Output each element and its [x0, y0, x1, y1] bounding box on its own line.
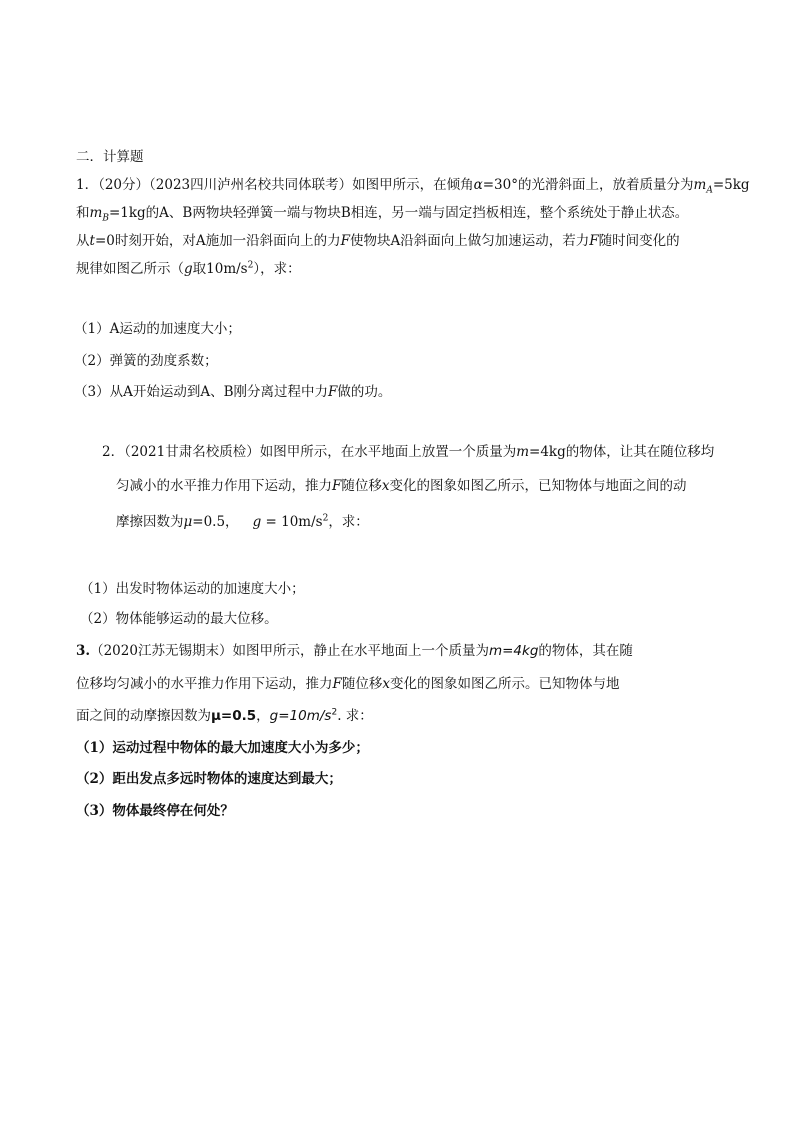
q3-line-3: 面之间的动摩擦因数为μ=0.5，$g=10m/s^2$. 求：	[76, 707, 373, 724]
q1-part-3: （3）从A开始运动到A、B刚分离过程中力F做的功。	[74, 384, 392, 400]
section-title: 二．计算题	[76, 149, 144, 165]
q2-line-3: 摩擦因数为μ=0.5， $g = 10m/s^2$，求：	[116, 513, 369, 530]
q3-part-3: （3）物体最终停在何处？	[76, 803, 234, 819]
q1-part-2: （2）弹簧的劲度系数；	[74, 353, 218, 369]
q2-line-1: 2．（2021甘肃名校质检）如图甲所示，在水平地面上放置一个质量为m=4kg的物体，让其在随位移均	[102, 444, 715, 460]
q1-line-1: 1．（20分）（2023四川泸州名校共同体联考）如图甲所示，在倾角α=30°的光滑斜面上，放着质量分为$m_A=5kg$	[76, 177, 750, 196]
q1-line-2: 和$m_B=1kg$的A、B两物块轻弹簧一端与物块B相连，另一端与固定挡板相连，整个系统处于静止状态。	[76, 205, 689, 224]
q3-part-2: （2）距出发点多远时物体的速度达到最大；	[76, 771, 342, 787]
q1-part-1: （1）A运动的加速度大小；	[74, 321, 241, 337]
q3-line-1: 3.（2020江苏无锡期末）如图甲所示，静止在水平地面上一个质量为m=4kg的物体，其在随	[76, 643, 633, 659]
q2-line-2: 匀减小的水平推力作用下运动，推力F随位移x变化的图象如图乙所示，已知物体与地面之间的动	[116, 478, 687, 494]
q2-part-1: （1）出发时物体运动的加速度大小；	[80, 581, 305, 597]
q1-line-4: 规律如图乙所示（g取$10m/s^2$），求：	[76, 260, 301, 277]
q2-part-2: （2）物体能够运动的最大位移。	[80, 611, 278, 627]
q3-part-1: （1）运动过程中物体的最大加速度大小为多少；	[76, 740, 369, 756]
q1-line-3: 从t=0时刻开始，对A施加一沿斜面向上的力F使物块A沿斜面向上做匀加速运动，若力F随时间变化的	[76, 233, 680, 249]
q3-line-2: 位移均匀减小的水平推力作用下运动，推力F随位移x变化的图象如图乙所示。已知物体与地	[76, 676, 620, 692]
